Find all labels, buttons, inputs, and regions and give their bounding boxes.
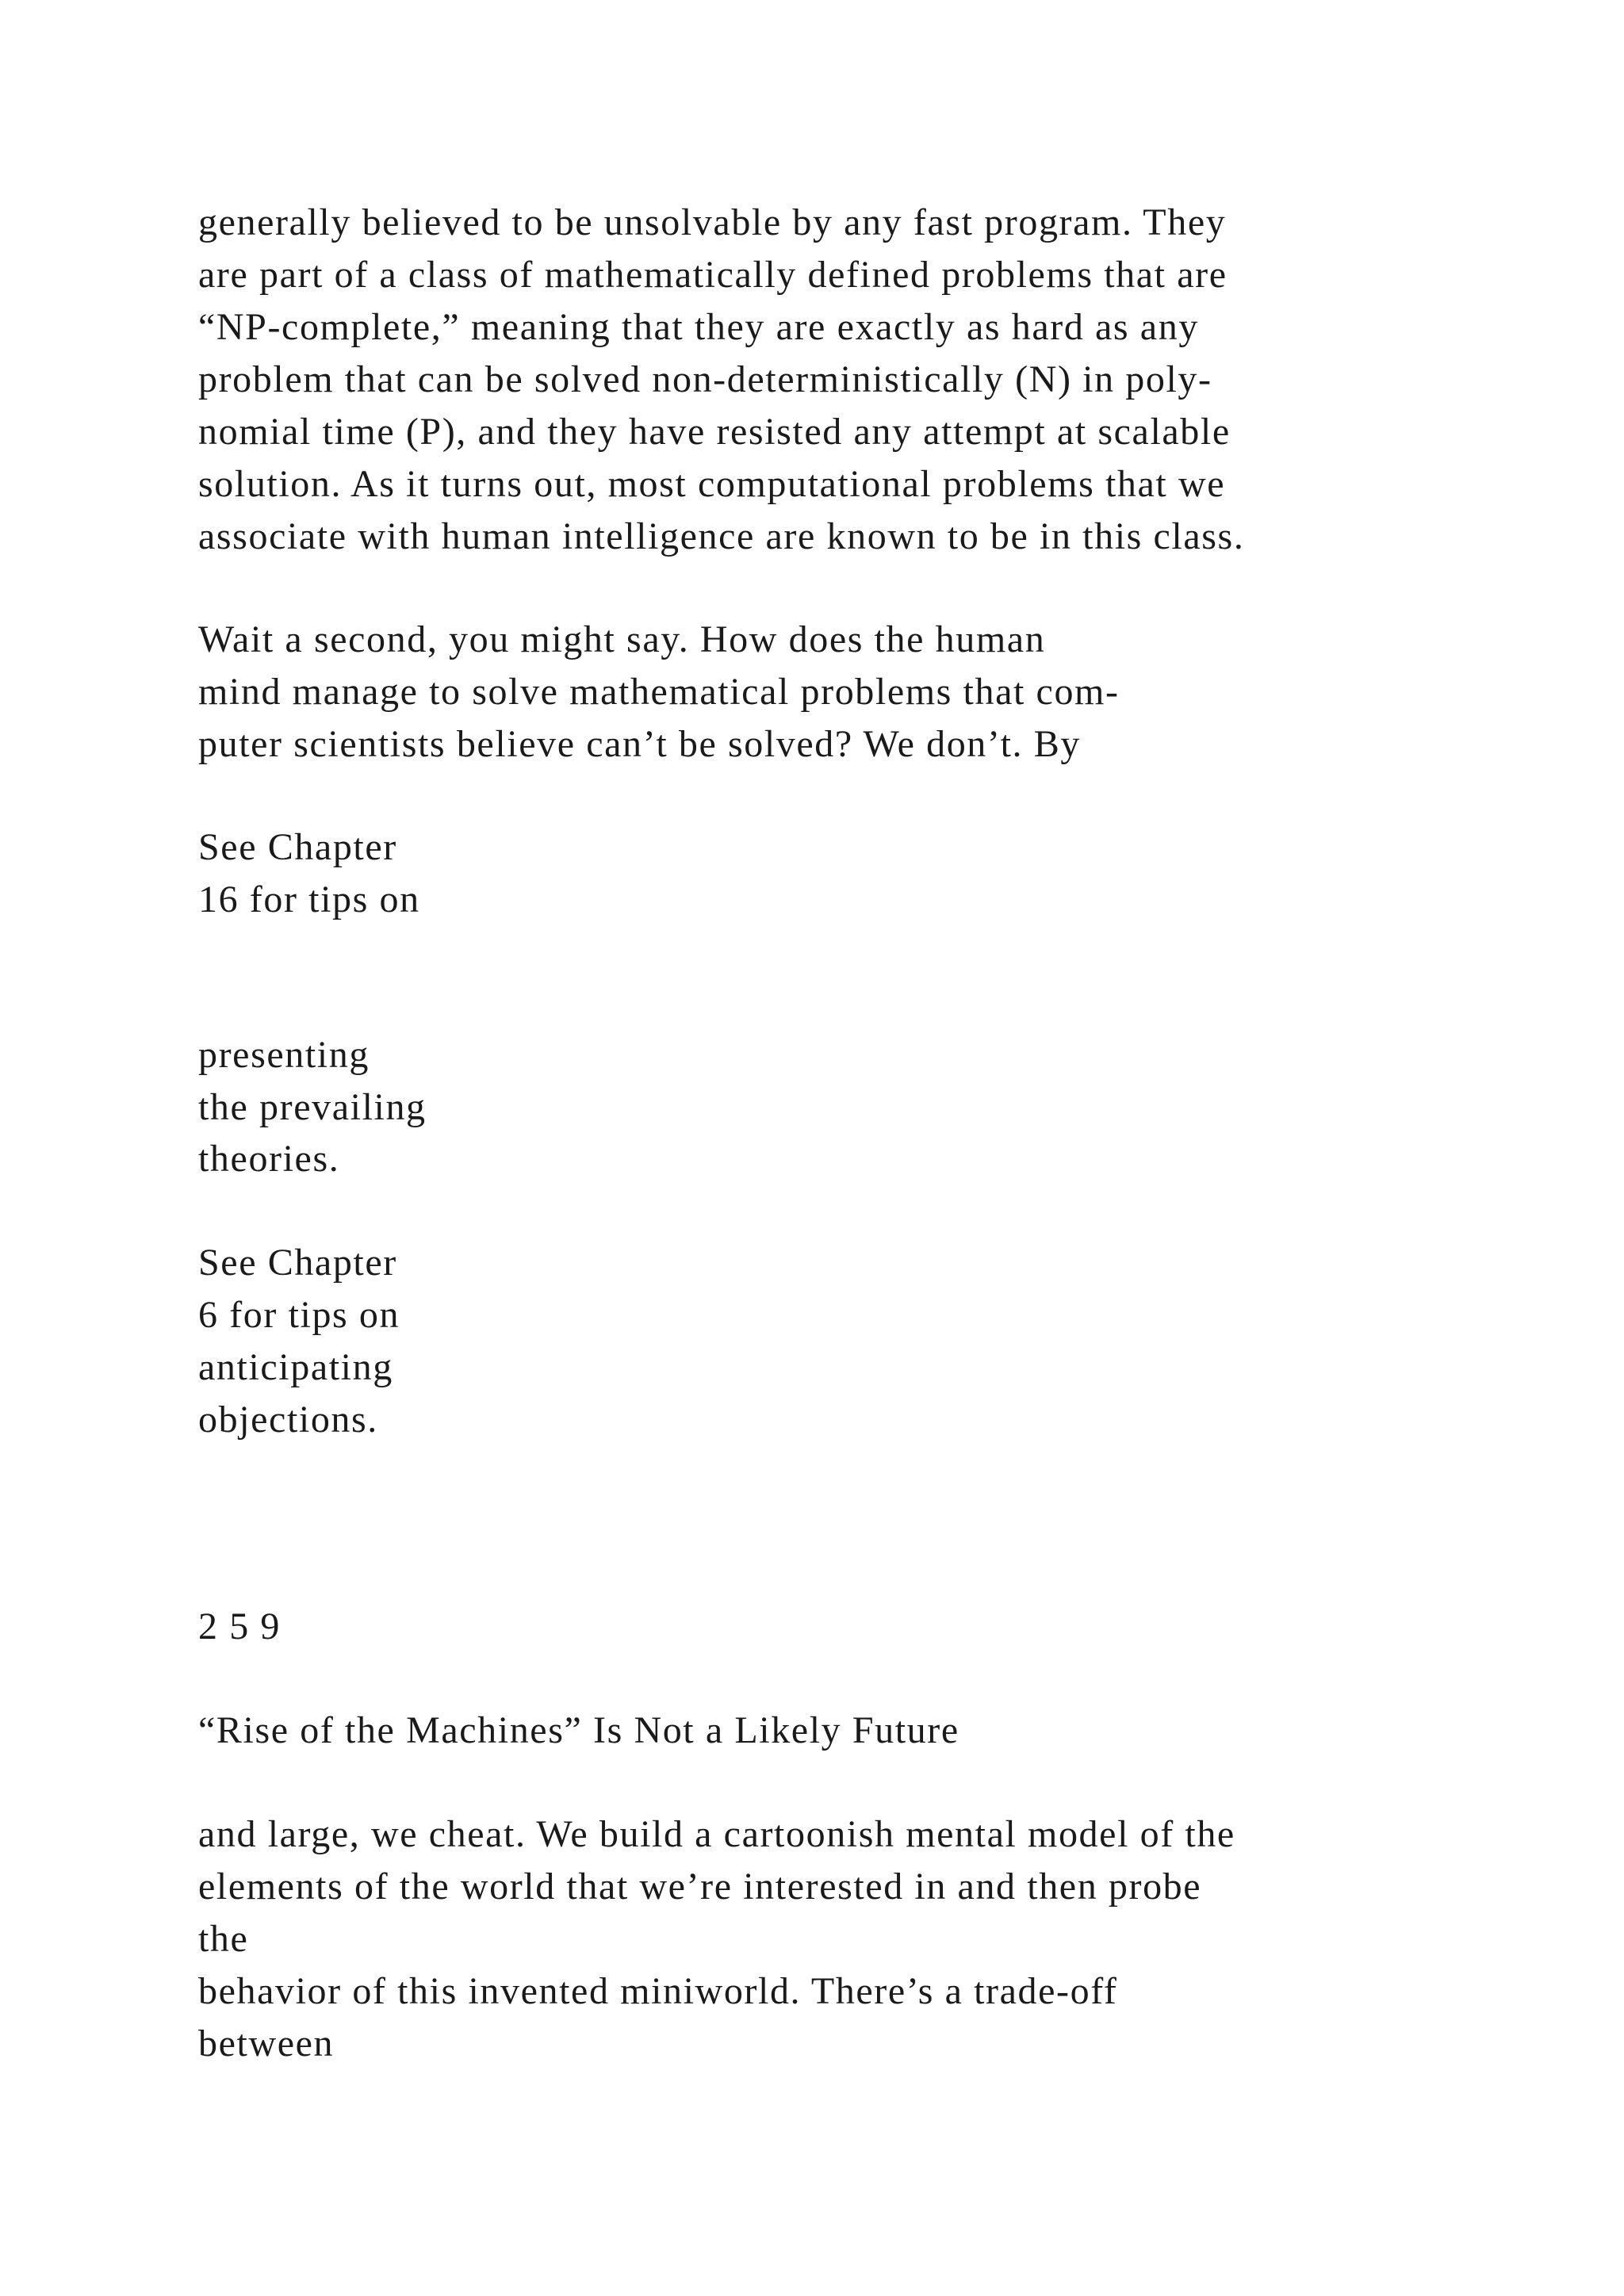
text-line: the (198, 1918, 249, 1960)
text-line: mind manage to solve mathematical problems that com- (198, 671, 1120, 713)
text-line: 6 for tips on (198, 1294, 400, 1336)
text-line: behavior of this invented miniworld. There’s a trade-off (198, 1970, 1118, 2012)
text-line: problem that can be solved non-deterministically (N) in poly- (198, 358, 1212, 400)
text-line: nomial time (P), and they have resisted any attempt at scalable (198, 411, 1231, 453)
text-line: theories. (198, 1138, 340, 1180)
text-line: and large, we cheat. We build a cartoonish mental model of the (198, 1813, 1235, 1855)
text-line: “NP-complete,” meaning that they are exactly as hard as any (198, 306, 1199, 348)
paragraph-np-complete (198, 197, 1546, 563)
margin-note-chapter-16 (198, 821, 1546, 926)
text-line: are part of a class of mathematically defined problems that are (198, 254, 1228, 296)
text-line: Wait a second, you might say. How does the human (198, 618, 1046, 660)
margin-note-presenting (198, 1029, 1546, 1134)
page-number-text: 2 5 9 (198, 1605, 281, 1647)
text-line: objections. (198, 1399, 378, 1441)
text-line: between (198, 2022, 335, 2064)
text-line: elements of the world that we’re interested in and then probe (198, 1866, 1202, 1908)
paragraph-human-mind (198, 614, 1546, 771)
text-line: presenting (198, 1034, 370, 1076)
text-line: 16 for tips on (198, 878, 420, 920)
text-line: associate with human intelligence are known to be in this class. (198, 515, 1245, 557)
text-line: generally believed to be unsolvable by any fast program. They (198, 201, 1227, 243)
page-number (198, 1601, 1546, 1653)
text-line: See Chapter (198, 826, 397, 868)
text-line: See Chapter (198, 1242, 397, 1284)
running-header (198, 1705, 1546, 1757)
text-line: the prevailing (198, 1086, 427, 1128)
text-line: puter scientists believe can’t be solved? We don’t. By (198, 723, 1081, 765)
running-header-text: “Rise of the Machines” Is Not a Likely Future (198, 1709, 959, 1751)
margin-note-chapter-6 (198, 1237, 1546, 1446)
margin-note-theories (198, 1133, 1546, 1185)
paragraph-cartoonish-model (198, 1808, 1546, 2070)
text-line: solution. As it turns out, most computational problems that we (198, 463, 1226, 505)
text-line: anticipating (198, 1346, 393, 1388)
